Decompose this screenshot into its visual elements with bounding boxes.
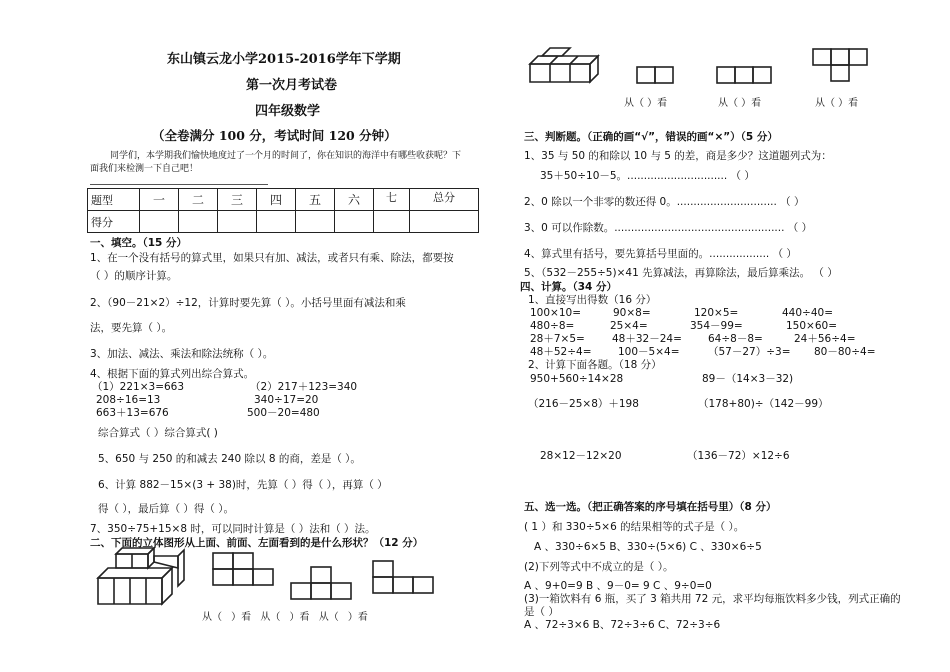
s5-q1: ( 1 ）和 330÷5×6 的结果相等的式子是（ ）。: [524, 521, 745, 533]
calc-problem-4: （178+80)÷（142－99）: [698, 398, 829, 410]
s1-q4-right-1: （2）217＋123=340: [250, 381, 358, 393]
calc-problem-5: 28×12－12×20: [540, 450, 622, 462]
exam-score-time: （全卷满分 100 分，考试时间 120 分钟）: [152, 128, 397, 143]
s3-q1-expr: 35＋50÷10－5。.............................. （ ）: [540, 170, 755, 182]
score-cell[interactable]: [140, 211, 179, 233]
calc-item: 120×5=: [694, 307, 739, 319]
view-shape-1: [212, 552, 274, 598]
s1-q4-right-2: 340÷17=20: [254, 394, 319, 406]
s5-q2-options: A 、9+0=9 B 、9－0= 9 C 、9÷0=0: [524, 580, 712, 592]
calc-item: 48＋52÷4=: [530, 346, 592, 358]
calc-item: 25×4=: [610, 320, 648, 332]
s1-q2-line2: 法，要先算（ ）。: [90, 322, 173, 334]
score-cell[interactable]: [409, 211, 478, 233]
s1-q4-left-2: 208÷16=13: [96, 394, 161, 406]
calc-item: 28＋7×5=: [530, 333, 585, 345]
s1-q4-answer: 综合算式（ ）综合算式( ): [98, 427, 218, 439]
score-table-row-points: [88, 211, 479, 233]
s3-q1: 1、35 与 50 的和除以 10 与 5 的差，商是多少？这道题列式为：: [524, 150, 832, 162]
s1-q4: 4、根据下面的算式列出综合算式。: [90, 368, 255, 380]
s1-q4-left-1: （1）221×3=663: [92, 381, 185, 393]
s5-q1-options: A 、330÷6×5 B、330÷(5×6) C 、330×6÷5: [534, 541, 762, 553]
section2-view-captions: 从（ ）看 从（ ）看 从（ ）看: [202, 612, 368, 623]
calc-item: 100－5×4=: [618, 346, 680, 358]
score-table: [87, 188, 479, 233]
s1-q7: 7、350÷75+15×8 时，可以同时计算是（ ）法和（ ）法。: [90, 523, 376, 535]
s1-q4-left-3: 663＋13=676: [96, 407, 169, 419]
s3-q5: 5、（532－255÷5)×41 先算减法，再算除法，最后算乘法。 （ ）: [524, 267, 838, 279]
s3-q2: 2、0 除以一个非零的数还得 0。.............................. （ ）: [524, 196, 805, 208]
section4-heading: 四、计算。（34 分）: [520, 281, 618, 293]
calc-problem-1: 950+560÷14×28: [530, 373, 624, 385]
section5-heading: 五、选一选。（把正确答案的序号填在括号里）（8 分）: [524, 501, 777, 513]
score-col-7: 七: [374, 189, 410, 211]
s5-q3-options: A 、72÷3×6 B、72÷3÷6 C、72÷3÷6: [524, 619, 721, 631]
calc-item: 24＋56÷4=: [794, 333, 856, 345]
calc-item: 80－80÷4=: [814, 346, 876, 358]
score-cell[interactable]: [374, 211, 410, 233]
calc-item: 150×60=: [786, 320, 837, 332]
s1-q2-line1: 2、（90－21×2）÷12，计算时要先算（ ）。小括号里面有减法和乘: [90, 297, 406, 309]
score-table-label-type: 题型: [88, 189, 140, 211]
score-cell[interactable]: [179, 211, 218, 233]
exam-subtitle: 第一次月考试卷: [246, 78, 338, 93]
calc-item: 480÷8=: [530, 320, 575, 332]
score-col-total: 总分: [409, 189, 478, 211]
view-shape-4: [636, 66, 678, 86]
calc-problem-2: 89－（14×3－32): [702, 373, 794, 385]
s4-sub1: 1、直接写出得数（16 分）: [528, 294, 657, 306]
s1-q3: 3、加法、减法、乘法和除法统称（ ）。: [90, 348, 274, 360]
s3-q4: 4、算式里有括号，要先算括号里面的。.................. （ ）: [524, 248, 797, 260]
score-cell[interactable]: [257, 211, 296, 233]
calc-problem-6: （136－72）×12÷6: [687, 450, 790, 462]
score-cell[interactable]: [335, 211, 374, 233]
calc-item: 354－99=: [690, 320, 743, 332]
solid-figure-right: [528, 50, 608, 86]
divider: [90, 184, 268, 185]
intro-text-line2: 面我们来检测一下自己吧！: [90, 164, 199, 174]
section3-heading: 三、判断题。（正确的画“√”，错误的画“×”）（5 分）: [524, 131, 778, 143]
s1-q1-line2: （ ）的顺序计算。: [90, 270, 178, 282]
score-col-2: 二: [179, 189, 218, 211]
calc-problem-3: （216－25×8）＋198: [528, 398, 639, 410]
solid-figure-left: [94, 550, 190, 610]
score-cell[interactable]: [218, 211, 257, 233]
score-col-1: 一: [140, 189, 179, 211]
score-col-4: 四: [257, 189, 296, 211]
calc-item: 64÷8－8=: [708, 333, 763, 345]
view-shape-2: [290, 566, 352, 602]
calc-item: （57－27）÷3=: [708, 346, 791, 358]
exam-grade-subject: 四年级数学: [255, 104, 321, 119]
score-cell[interactable]: [296, 211, 335, 233]
s1-q6-line1: 6、计算 882－15×(3 + 38)时，先算（ ）得（ ），再算（ ）: [98, 479, 388, 491]
score-col-6: 六: [335, 189, 374, 211]
score-col-5: 五: [296, 189, 335, 211]
score-table-label-points: 得分: [88, 211, 140, 233]
s1-q4-right-3: 500－20=480: [247, 407, 320, 419]
calc-item: 90×8=: [613, 307, 651, 319]
s1-q5: 5、650 与 250 的和减去 240 除以 8 的商，差是（ ）。: [98, 453, 361, 465]
s1-q1-line1: 1、在一个没有括号的算式里，如果只有加、减法，或者只有乘、除法，都要按: [90, 252, 454, 264]
s5-q3-line1: (3)一箱饮料有 6 瓶，买了 3 箱共用 72 元，求平均每瓶饮料多少钱，列式正确的: [524, 593, 901, 605]
s3-q3: 3、0 可以作除数。................................................... （ ）: [524, 222, 813, 234]
view-caption-6: 从（ ）看: [815, 98, 859, 109]
score-table-row-type: [88, 189, 479, 211]
view-shape-5: [716, 66, 778, 86]
view-caption-4: 从（ ）看: [624, 98, 668, 109]
view-shape-3: [372, 560, 434, 600]
exam-school-title: 东山镇云龙小学2015-2016学年下学期: [167, 52, 401, 67]
s5-q3-line2: 是（ ）: [524, 606, 559, 618]
view-caption-5: 从（ ）看: [718, 98, 762, 109]
intro-text-line1: 同学们，本学期我们愉快地度过了一个月的时间了，你在知识的海洋中有哪些收获呢？下: [110, 151, 462, 161]
section1-heading: 一、填空。（15 分）: [90, 237, 188, 249]
s1-q6-line2: 得（ ），最后算（ ）得（ ）。: [98, 503, 235, 515]
calc-item: 100×10=: [530, 307, 581, 319]
calc-item: 48＋32－24=: [612, 333, 682, 345]
s5-q2: (2)下列等式中不成立的是（ ）。: [524, 561, 674, 573]
s4-sub2: 2、计算下面各题。（18 分）: [528, 359, 662, 371]
score-col-3: 三: [218, 189, 257, 211]
section2-heading: 二、下面的立体图形从上面、前面、左面看到的是什么形状？（12 分）: [90, 537, 424, 549]
view-shape-6: [812, 48, 876, 86]
calc-item: 440÷40=: [782, 307, 833, 319]
